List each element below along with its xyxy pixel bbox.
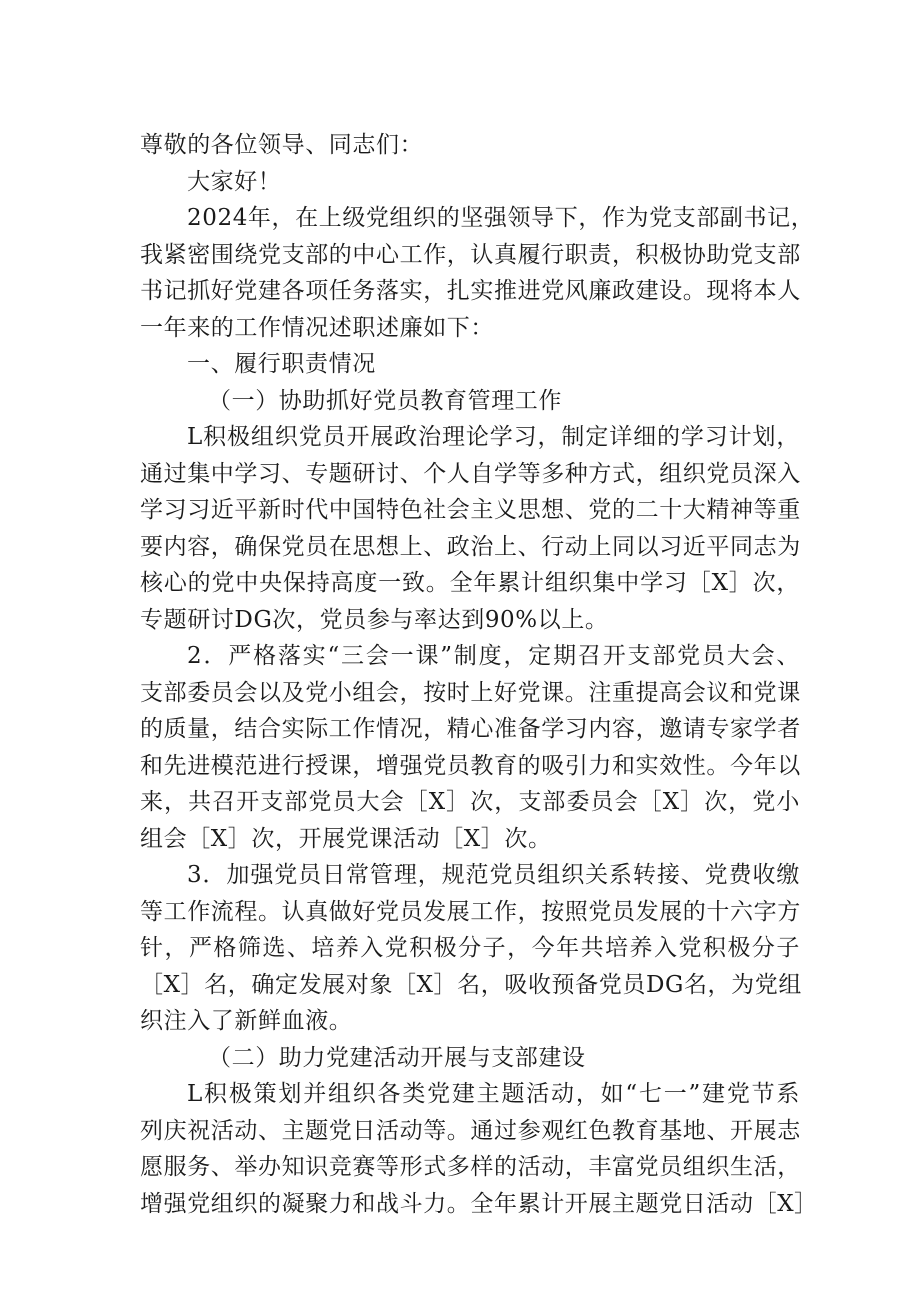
body-line: 组会［X］次，开展党课活动［X］次。 — [140, 826, 552, 852]
subsection-heading: （一）协助抓好党员教育管理工作 — [208, 388, 562, 414]
body-line: 2．严格落实“三会一课”制度，定期召开支部党员大会、 — [187, 643, 800, 669]
body-line: 核心的党中央保持高度一致。全年累计组织集中学习［X］次， — [140, 570, 800, 596]
body-line: 要内容，确保党员在思想上、政治上、行动上同以习近平同志为 — [140, 534, 801, 560]
body-line: 书记抓好党建各项任务落实，扎实推进党风廉政建设。现将本人 — [140, 278, 801, 304]
body-line: L积极策划并组织各类党建主题活动，如“七一”建党节系 — [187, 1081, 800, 1107]
body-line: 织注入了新鲜血液。 — [140, 1008, 353, 1034]
body-line: 针，严格筛选、培养入党积极分子，今年共培养入党积极分子 — [140, 935, 800, 961]
body-line: 2024年，在上级党组织的坚强领导下，作为党支部副书记， — [187, 205, 815, 231]
body-line: 来，共召开支部党员大会［X］次，支部委员会［X］次，党小 — [140, 789, 800, 815]
body-line: ［X］名，确定发展对象［X］名，吸收预备党员DG名，为党组 — [140, 972, 802, 998]
body-line: 3．加强党员日常管理，规范党员组织关系转接、党费收缴 — [187, 862, 800, 888]
body-line: 列庆祝活动、主题党日活动等。通过参观红色教育基地、开展志 — [140, 1118, 801, 1144]
salutation: 尊敬的各位领导、同志们： — [140, 132, 424, 158]
body-line: 专题研讨DG次，党员参与率达到90%以上。 — [140, 607, 609, 633]
body-line: 通过集中学习、专题研讨、个人自学等多种方式，组织党员深入 — [140, 461, 801, 487]
body-line: 支部委员会以及党小组会，按时上好党课。注重提高会议和党课 — [140, 680, 801, 706]
body-line: L积极组织党员开展政治理论学习，制定详细的学习计划， — [187, 424, 800, 450]
body-line: 和先进模范进行授课，增强党员教育的吸引力和实效性。今年以 — [140, 753, 801, 779]
body-line: 愿服务、举办知识竞赛等形式多样的活动，丰富党员组织生活， — [140, 1154, 801, 1180]
body-line: 一年来的工作情况述职述廉如下： — [140, 315, 494, 341]
body-line: 增强党组织的凝聚力和战斗力。全年累计开展主题党日活动［X］ — [140, 1191, 818, 1217]
body-line: 的质量，结合实际工作情况，精心准备学习内容，邀请专家学者 — [140, 716, 801, 742]
body-line: 等工作流程。认真做好党员发展工作，按照党员发展的十六字方 — [140, 899, 801, 925]
body-line: 我紧密围绕党支部的中心工作，认真履行职责，积极协助党支部 — [140, 242, 801, 268]
greeting: 大家好！ — [187, 169, 282, 195]
subsection-heading: （二）助力党建活动开展与支部建设 — [208, 1045, 586, 1071]
body-line: 学习习近平新时代中国特色社会主义思想、党的二十大精神等重 — [140, 497, 801, 523]
section-heading: 一、履行职责情况 — [187, 351, 376, 377]
